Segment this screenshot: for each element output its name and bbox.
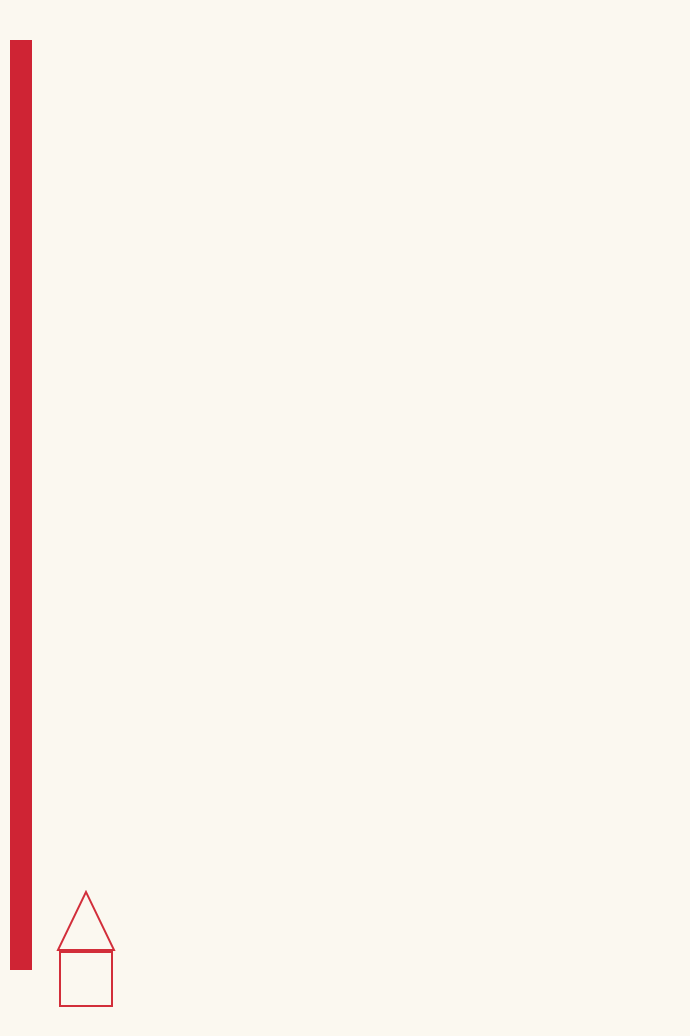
ncc-logo-stamp	[56, 890, 116, 1010]
sidebar-services-text	[10, 44, 32, 966]
